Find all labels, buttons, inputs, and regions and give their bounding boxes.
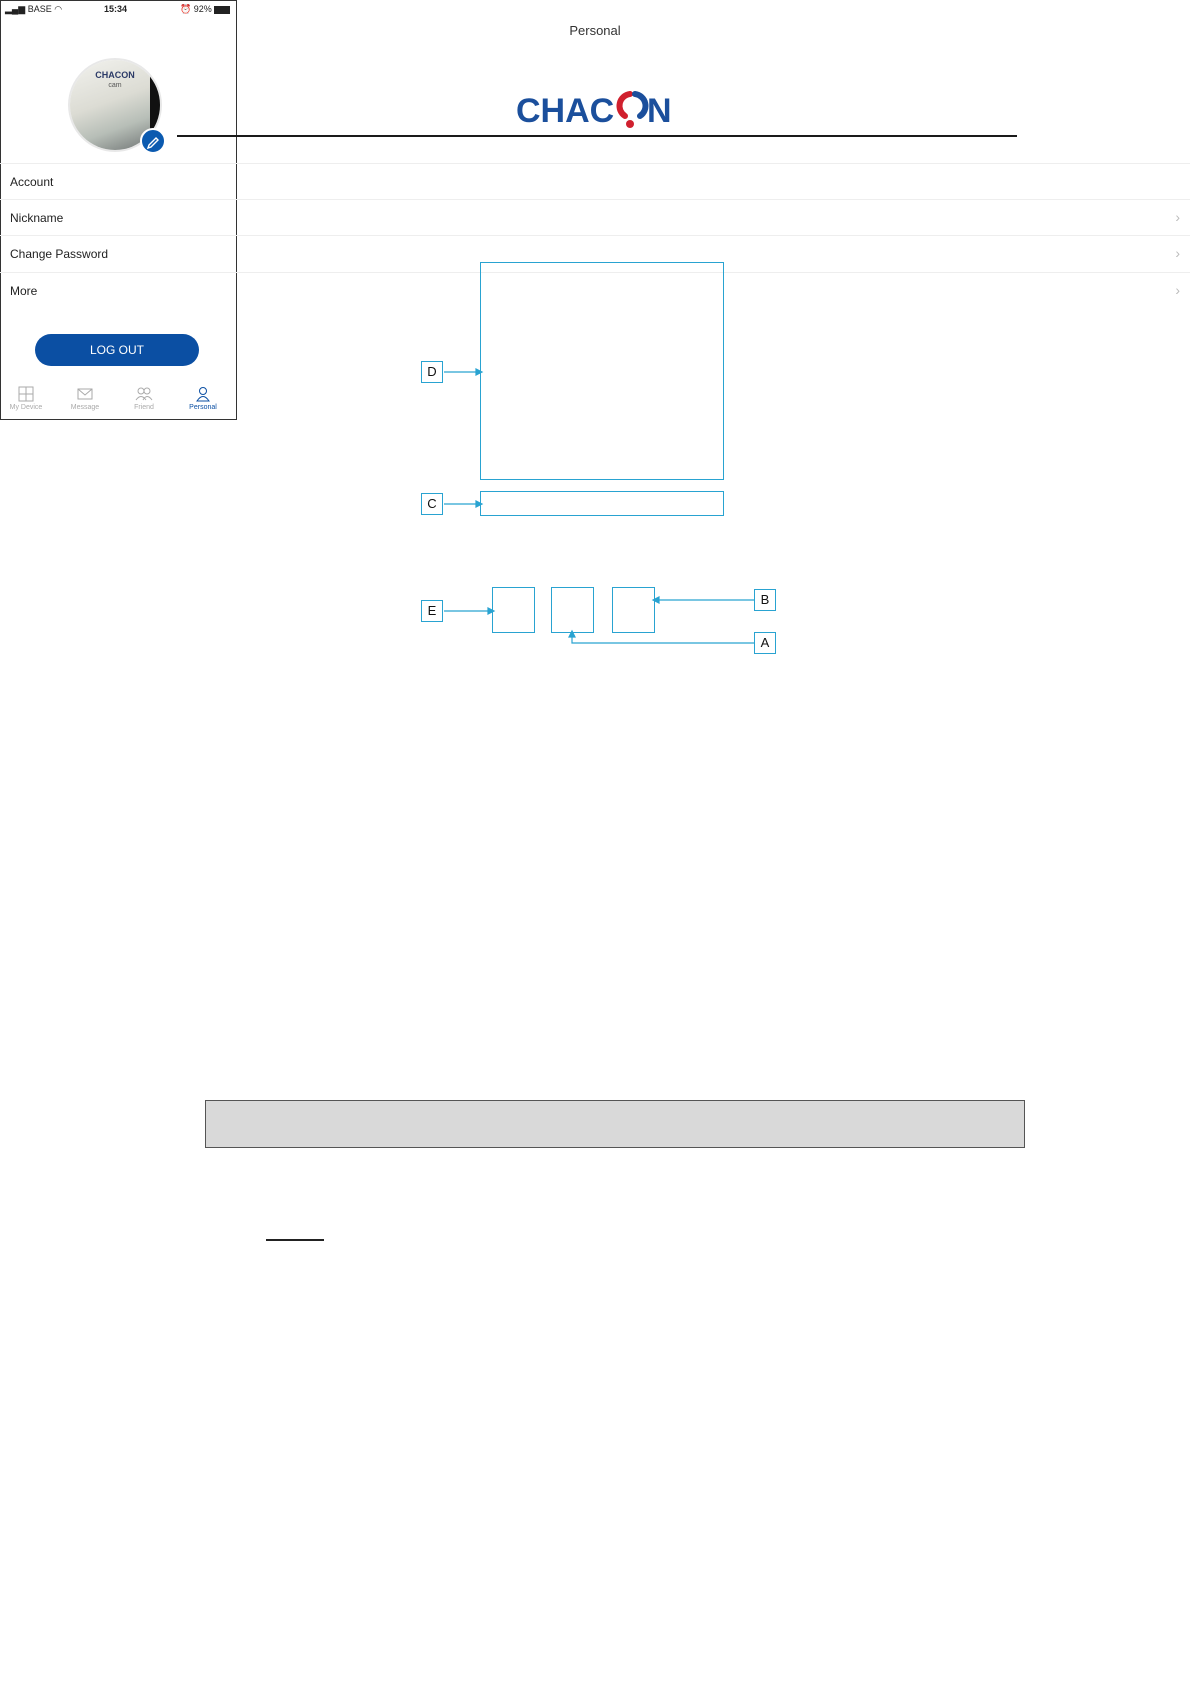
tab-label: Friend	[134, 404, 154, 411]
more-row[interactable]: More ›	[0, 272, 237, 308]
more-label: More	[10, 284, 38, 298]
callout-a: A	[754, 632, 776, 654]
heading-box	[205, 1100, 1025, 1148]
nickname-label: Nickname	[10, 211, 64, 225]
tab-label: Message	[70, 404, 100, 411]
screen-title: Personal	[569, 23, 621, 38]
change-password-row[interactable]: Change Password ›	[0, 235, 237, 271]
tab-label: Personal	[189, 404, 217, 411]
status-battery: ⏰ 92%	[180, 4, 230, 15]
logo-text-n: N	[647, 92, 672, 130]
callout-c: C	[421, 493, 443, 515]
leader-line-a	[572, 633, 754, 643]
callout-e: E	[421, 600, 443, 622]
status-time: 15:34	[104, 4, 128, 14]
signal-icon: ▂▄▆	[5, 4, 26, 14]
callout-d: D	[421, 361, 443, 383]
nickname-row[interactable]: Nickname ›	[0, 199, 237, 235]
logout-button[interactable]: LOG OUT	[35, 334, 199, 366]
callout-leaders	[0, 0, 1190, 700]
tab-label: My Device	[9, 404, 43, 411]
change-password-label: Change Password	[10, 247, 109, 261]
avatar-sub: cam	[108, 82, 122, 89]
avatar-brand: CHACON	[95, 70, 135, 80]
wifi-icon: ◠	[54, 4, 63, 14]
alarm-icon: ⏰	[180, 4, 192, 14]
status-carrier: ▂▄▆ BASE ◠	[5, 4, 63, 14]
callout-b: B	[754, 589, 776, 611]
underline-mark	[266, 1239, 324, 1241]
logo-text-chac: CHAC	[516, 92, 615, 130]
account-label: Account	[10, 175, 54, 189]
